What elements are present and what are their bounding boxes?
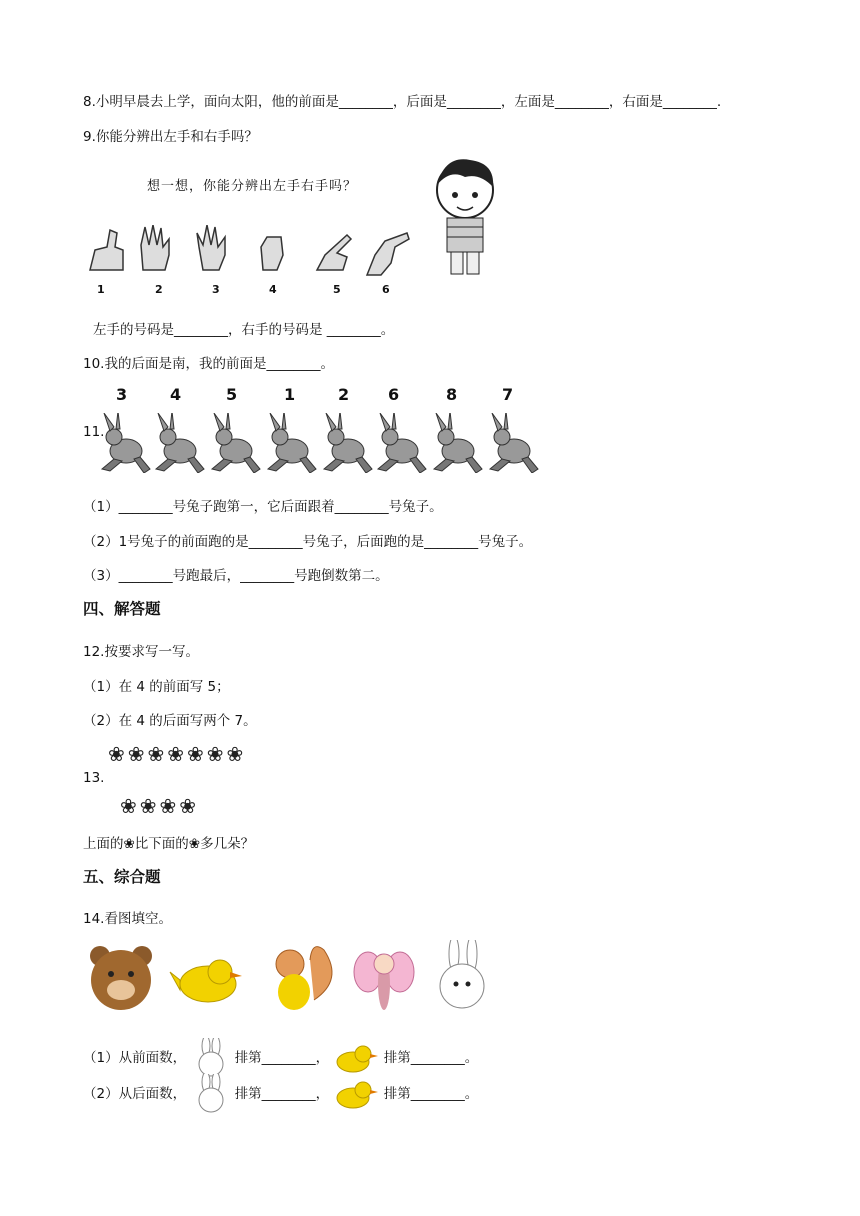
hand-6-icon	[367, 233, 409, 275]
question-14: 14.看图填空。	[83, 911, 172, 927]
question-11-part-2: （2）1号兔子的前面跑的是________号兔子，后面跑的是________号兔子。	[83, 534, 533, 550]
hand-number: 5	[333, 283, 341, 296]
rabbit-number: 2	[338, 385, 350, 404]
hand-number: 1	[97, 283, 105, 296]
question-9: 9.你能分辨出左手和右手吗？	[83, 129, 258, 145]
question-12: 12.按要求写一写。	[83, 644, 199, 660]
question-8: 8.小明早晨去上学，面向太阳，他的前面是________，后面是________，左面是________，右面是________.	[83, 94, 722, 110]
boy-illustration	[425, 155, 505, 285]
rabbit-icon	[190, 1074, 230, 1114]
hand-number: 6	[382, 283, 390, 296]
flowers-bottom-row: ❀❀❀❀	[120, 794, 200, 818]
rabbit-icon	[440, 940, 484, 1008]
rabbit-icon	[212, 413, 260, 473]
question-11-part-3: （3）________号跑最后，________号跑倒数第二。	[83, 568, 389, 584]
question-14-part-2	[83, 1074, 478, 1114]
section-heading-5: 五、综合题	[83, 868, 161, 886]
rabbit-number: 4	[170, 385, 182, 404]
question-13-label: 13.	[83, 770, 105, 786]
bear-icon	[90, 946, 152, 1010]
part-2-prefix: （2）从后面数，	[83, 1086, 187, 1102]
rabbit-icon	[268, 413, 316, 473]
rabbit-number: 6	[388, 385, 400, 404]
rabbit-number: 3	[116, 385, 128, 404]
rabbits-figure	[100, 385, 540, 475]
hands-caption: 想一想，你能分辨出左手右手吗？	[147, 179, 358, 194]
rabbits-row	[100, 413, 540, 473]
rabbit-number: 5	[226, 385, 238, 404]
rabbit-number: 8	[446, 385, 458, 404]
question-13-text: 上面的❀比下面的❀多几朵？	[83, 836, 255, 852]
hand-1-icon	[90, 230, 123, 270]
rabbit-icon	[190, 1038, 230, 1078]
squirrel-icon	[276, 947, 332, 1010]
rabbit-numbers	[100, 385, 540, 405]
question-14-part-1	[83, 1038, 478, 1078]
hand-2-icon	[141, 225, 169, 270]
part-1-prefix: （1）从前面数，	[83, 1050, 187, 1066]
rabbit-icon	[490, 413, 538, 473]
bird-icon	[170, 960, 242, 1002]
rabbit-number: 1	[284, 385, 296, 404]
hand-numbers	[97, 283, 397, 299]
question-12-part-2: （2）在 4 的后面写两个 7。	[83, 713, 257, 729]
hand-number: 4	[269, 283, 277, 296]
hand-4-icon	[261, 237, 283, 270]
question-10: 10.我的后面是南，我的前面是________。	[83, 356, 334, 372]
rank-blank-end: 排第________。	[383, 1050, 479, 1066]
hand-5-icon	[317, 235, 351, 270]
rabbit-icon	[102, 413, 150, 473]
section-heading-4: 四、解答题	[83, 600, 161, 618]
rank-blank: 排第________，	[234, 1050, 330, 1066]
animals-row	[86, 940, 506, 1020]
hand-3-icon	[197, 225, 225, 270]
rank-blank-end: 排第________。	[383, 1086, 479, 1102]
question-11-part-1: （1）________号兔子跑第一，它后面跟着________号兔子。	[83, 499, 443, 515]
hand-number: 2	[155, 283, 163, 296]
question-12-part-1: （1）在 4 的前面写 5；	[83, 679, 230, 695]
bird-icon	[333, 1074, 379, 1114]
question-9-answer: 左手的号码是________，右手的号码是 ________。	[93, 322, 395, 338]
rabbit-icon	[378, 413, 426, 473]
flowers-top-row: ❀❀❀❀❀❀❀	[108, 742, 247, 766]
rabbit-icon	[324, 413, 372, 473]
bird-icon	[333, 1038, 379, 1078]
butterfly-icon	[354, 952, 414, 1010]
rank-blank: 排第________，	[234, 1086, 330, 1102]
hands-figure	[85, 155, 505, 305]
question-11-label: 11.	[83, 424, 105, 440]
rabbit-icon	[434, 413, 482, 473]
hand-number: 3	[212, 283, 220, 296]
rabbit-icon	[156, 413, 204, 473]
rabbit-number: 7	[502, 385, 514, 404]
